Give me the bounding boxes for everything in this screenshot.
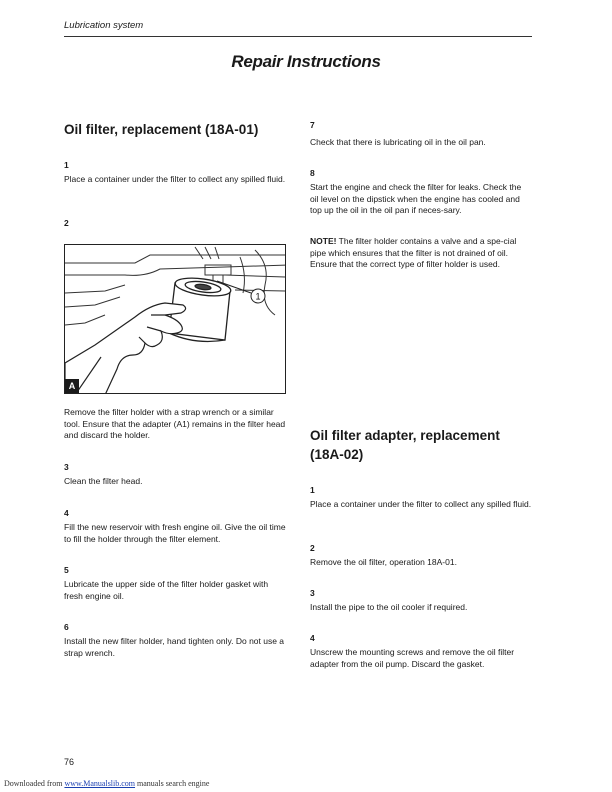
note-paragraph [310, 236, 532, 271]
running-header: Lubrication system [64, 20, 144, 31]
note-text: The filter holder contains a valve and a spe-cial pipe which ensures that the filter is not drained of oil. Ensure that the correct type of filter holder is used. [310, 236, 517, 269]
section-heading-adapter: Oil filter adapter, replacement (18A-02) [310, 428, 500, 462]
step-number: 6 [64, 622, 69, 632]
figure-label: A [65, 379, 79, 393]
step-number: 4 [310, 633, 315, 643]
step-text: Start the engine and check the filter for leaks. Check the oil level on the dipstick when the engine has cooled and top up the oil in the oil pan if neces-sary. [310, 182, 522, 215]
step-number: 1 [64, 160, 69, 170]
step-number: 8 [310, 168, 315, 178]
step-text: Lubricate the upper side of the filter holder gasket with fresh engine oil. [64, 579, 269, 601]
step-number: 3 [64, 462, 69, 472]
step-text: Remove the oil filter, operation 18A-01. [310, 557, 457, 567]
download-footer [4, 779, 209, 788]
step-text: Remove the filter holder with a strap wrench or a similar tool. Ensure that the adapter (A1) remains in the filter head and discard the holder. [64, 407, 286, 440]
step-number: 4 [64, 508, 69, 518]
step-text: Place a container under the filter to collect any spilled fluid. [64, 174, 286, 184]
step-text: Install the pipe to the oil cooler if required. [310, 602, 468, 612]
callout-number: 1 [255, 291, 261, 302]
step-text: Clean the filter head. [64, 476, 143, 486]
step-text: Install the new filter holder, hand tighten only. Do not use a strap wrench. [64, 636, 285, 658]
header-rule [64, 36, 532, 37]
step-text: Check that there is lubricating oil in the oil pan. [310, 137, 486, 147]
filter-illustration [65, 245, 286, 394]
page-number: 76 [64, 757, 75, 767]
step-number: 1 [310, 485, 315, 495]
step-number: 3 [310, 588, 315, 598]
step-number: 5 [64, 565, 69, 575]
filter-removal-figure [64, 244, 286, 394]
footer-prefix: Downloaded from [4, 779, 65, 788]
step-number: 2 [64, 218, 69, 228]
step-text: Fill the new reservoir with fresh engine oil. Give the oil time to fill the holder through the filter element. [64, 522, 286, 544]
step-text: Unscrew the mounting screws and remove the oil filter adapter from the oil pump. Discard the gasket. [310, 647, 515, 669]
page-title: Repair Instructions [231, 52, 381, 71]
manualslib-link[interactable]: www.Manualslib.com [64, 779, 136, 788]
footer-suffix: manuals search engine [135, 779, 210, 788]
section-heading-oil-filter: Oil filter, replacement (18A-01) [64, 122, 259, 137]
step-number: 2 [310, 543, 315, 553]
step-text: Place a container under the filter to collect any spilled fluid. [310, 499, 532, 509]
step-number: 7 [310, 120, 315, 130]
note-label: NOTE! [310, 236, 337, 246]
